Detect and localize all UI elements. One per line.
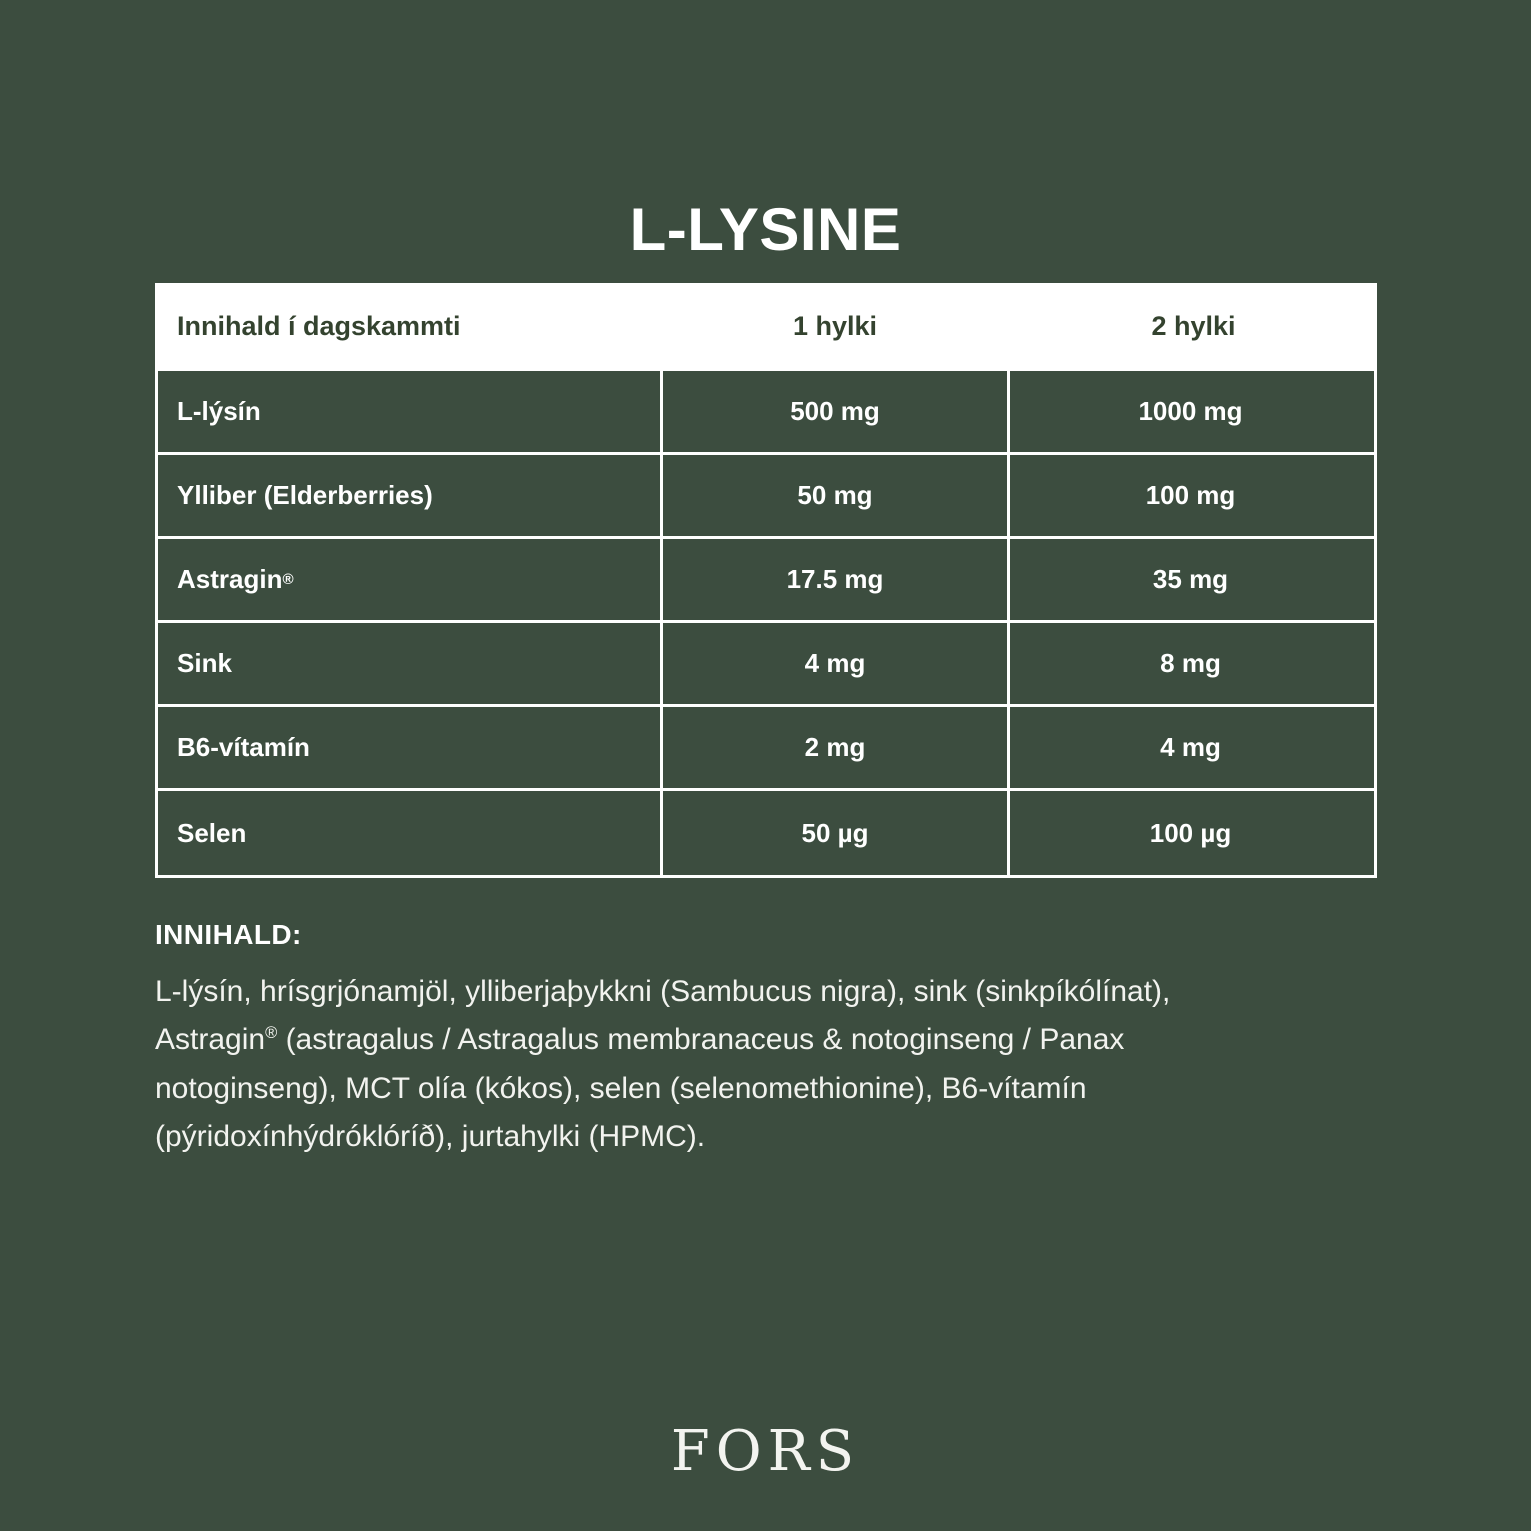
cell-dose-two: 8 mg: [1160, 648, 1221, 679]
table-row: [158, 623, 1374, 707]
cell-dose-one: 17.5 mg: [660, 539, 1010, 620]
ingredients-section: [155, 918, 1335, 1162]
table-header-row: [155, 283, 1377, 371]
cell-ingredient-name: L-lýsín: [177, 396, 261, 427]
cell-ingredient-name: Selen: [177, 817, 247, 848]
page-title: L-LYSINE: [629, 196, 902, 264]
supplement-facts-table: [155, 283, 1377, 878]
cell-dose-one: 50 µg: [660, 791, 1010, 875]
ingredient-name-text: Astragin: [177, 564, 283, 595]
cell-dose-one: 500 mg: [660, 371, 1010, 452]
cell-dose-two: 100 mg: [1145, 480, 1236, 511]
brand-wordmark: FORS: [670, 1419, 861, 1484]
column-header-dose-two: 2 hylki: [1151, 311, 1236, 342]
ingredients-text-part-two: (astragalus / Astragalus membranaceus & notoginseng / Panax notoginseng), MCT olía (kókos), selen (selenomethionine), B6-vítamín (pýridoxínhýdróklóríð), jurtahylki (HPMC).: [155, 1023, 1125, 1154]
column-header-ingredient: Innihald í dagskammti: [177, 311, 461, 342]
table-row: [158, 371, 1374, 455]
cell-dose-one: 50 mg: [660, 455, 1010, 536]
ingredients-text: [155, 968, 1295, 1162]
table-body: [155, 371, 1377, 878]
table-row: [158, 455, 1374, 539]
table-row: [158, 707, 1374, 791]
cell-dose-one: 4 mg: [660, 623, 1010, 704]
column-header-dose-one: 1 hylki: [792, 311, 878, 342]
table-row: [158, 791, 1374, 875]
ingredients-heading: INNIHALD:: [155, 919, 302, 950]
cell-ingredient-name: Sink: [177, 648, 232, 679]
ingredients-text-part-one: L-lýsín, hrísgrjónamjöl, ylliberjaþykkni (Sambucus nigra), sink (sinkpíkólínat), Astragin: [155, 974, 1171, 1057]
cell-ingredient-name: Ylliber (Elderberries): [177, 480, 433, 511]
cell-ingredient-name: B6-vítamín: [177, 732, 310, 763]
cell-dose-two: 4 mg: [1160, 732, 1221, 763]
registered-trademark-symbol: ®: [265, 1024, 278, 1043]
brand-logo: [0, 1419, 1531, 1484]
cell-ingredient-name: Astragin ®: [177, 564, 294, 595]
cell-dose-one: 2 mg: [660, 707, 1010, 788]
cell-dose-two: 100 µg: [1149, 817, 1232, 848]
cell-dose-two: 35 mg: [1152, 564, 1229, 595]
table-row: [158, 539, 1374, 623]
cell-dose-two: 1000 mg: [1138, 396, 1243, 427]
